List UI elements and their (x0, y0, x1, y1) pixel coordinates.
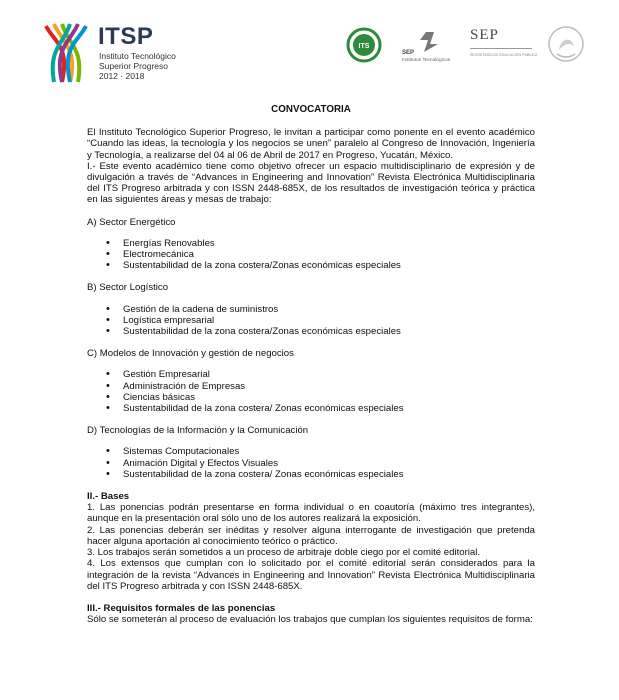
list-item: • Sustentabilidad de la zona costera/Zonas económicas especiales (123, 260, 535, 271)
sector-c (87, 348, 535, 414)
logo-title: ITSP (98, 23, 154, 50)
list-item: • Administración de Empresas (123, 381, 535, 392)
logo-line-2: Superior Progreso (99, 61, 168, 71)
list-item: • Electromecánica (123, 249, 535, 260)
bases-item: 3. Los trabajos serán sometidos a un proceso de arbitraje doble ciego por el comité editorial. (87, 547, 481, 559)
requisitos-text: Sólo se someterán al proceso de evaluación los trabajos que cumplan los siguientes requisitos de forma: (87, 614, 533, 626)
its-badge-icon (344, 27, 384, 63)
sep-small-label: SEP (402, 50, 415, 56)
itsp-logo-icon (40, 22, 92, 84)
requisitos-section (87, 603, 535, 625)
bases-item: 4. Los extensos que cumplan con lo solicitado por el comité editorial serán considerados para la integración de la revista “Advances in Engineering and Innovation” Revista Electrónica Multidisciplinaria del ITS Progreso arbitrada y con ISSN 2448-685X. (87, 558, 535, 592)
list-item: • Logística empresarial (123, 315, 535, 326)
sector-b (87, 282, 535, 337)
list-item: • Sustentabilidad de la zona costera/ Zonas económicas especiales (123, 403, 535, 414)
letterhead (0, 0, 619, 95)
sector-d-title: D) Tecnologías de la Información y la Comunicación (87, 425, 309, 437)
objective-paragraph: I.- Este evento académico tiene como objetivo ofrecer un espacio multidisciplinario de expresión y de divulgación a través de “Advances in Engineering and Innovation” Revista Electrónica Multidisciplinaria del ITS Progreso arbitrada y con ISSN 2448-685X, de los resultados de investigación teórica y práctica en las siguientes áreas y mesas de trabajo: (87, 160, 535, 206)
sector-a (87, 217, 535, 272)
list-item: • Animación Digital y Efectos Visuales (123, 458, 535, 469)
sep-logo (470, 27, 545, 60)
sector-d (87, 425, 535, 480)
intro-paragraph: El Instituto Tecnológico Superior Progreso, le invitan a participar como ponente en el evento académico “Cuando las ideas, la tecnología y los negocios se unen” paralelo al Congreso de Innovación, Ingeniería y Tecnología, a realizarse del 04 al 06 de Abril de 2017 en Progreso, Yucatán, México. (87, 127, 535, 161)
sector-c-title: C) Modelos de Innovación y gestión de negocios (87, 348, 294, 360)
list-item: • Sustentabilidad de la zona costera/Zonas económicas especiales (123, 326, 535, 337)
list-item: • Gestión de la cadena de suministros (123, 304, 535, 315)
logo-line-3: 2012 · 2018 (99, 71, 145, 81)
list-item: • Ciencias básicas (123, 392, 535, 403)
list-item: • Gestión Empresarial (123, 369, 535, 380)
document-body (87, 104, 535, 625)
national-seal-icon (547, 24, 585, 64)
sector-a-title: A) Sector Energético (87, 216, 176, 228)
sep-main-caption: SECRETARÍA DE EDUCACIÓN PÚBLICA (470, 53, 538, 57)
requisitos-heading: III.- Requisitos formales de las ponencias (87, 602, 276, 614)
sep-small-caption: Institutos Tecnológicos (402, 58, 451, 63)
sep-main-label: SEP (470, 27, 499, 43)
list-item: • Energías Renovables (123, 238, 535, 249)
sep-tecnologicos-logo (402, 30, 451, 63)
its-badge-label: ITS (358, 43, 370, 50)
list-item: • Sistemas Computacionales (123, 446, 535, 457)
document-title: CONVOCATORIA (271, 104, 351, 115)
bases-item: 1. Las ponencias podrán presentarse en forma individual o en coautoría (máximo tres integrantes), aunque en la presentación oral sólo uno de los autores realizará la exposición. (87, 502, 535, 525)
bases-item: 2. Las ponencias deberán ser inéditas y resolver alguna interrogante de investigación que pretenda hacer alguna aportación al conocimiento teórico o práctico. (87, 524, 535, 547)
sector-b-title: B) Sector Logístico (87, 282, 169, 294)
logo-line-1: Instituto Tecnológico (99, 51, 176, 61)
list-item: • Sustentabilidad de la zona costera/ Zonas económicas especiales (123, 469, 535, 480)
bases-section (87, 491, 535, 592)
bases-heading: II.- Bases (87, 491, 130, 503)
